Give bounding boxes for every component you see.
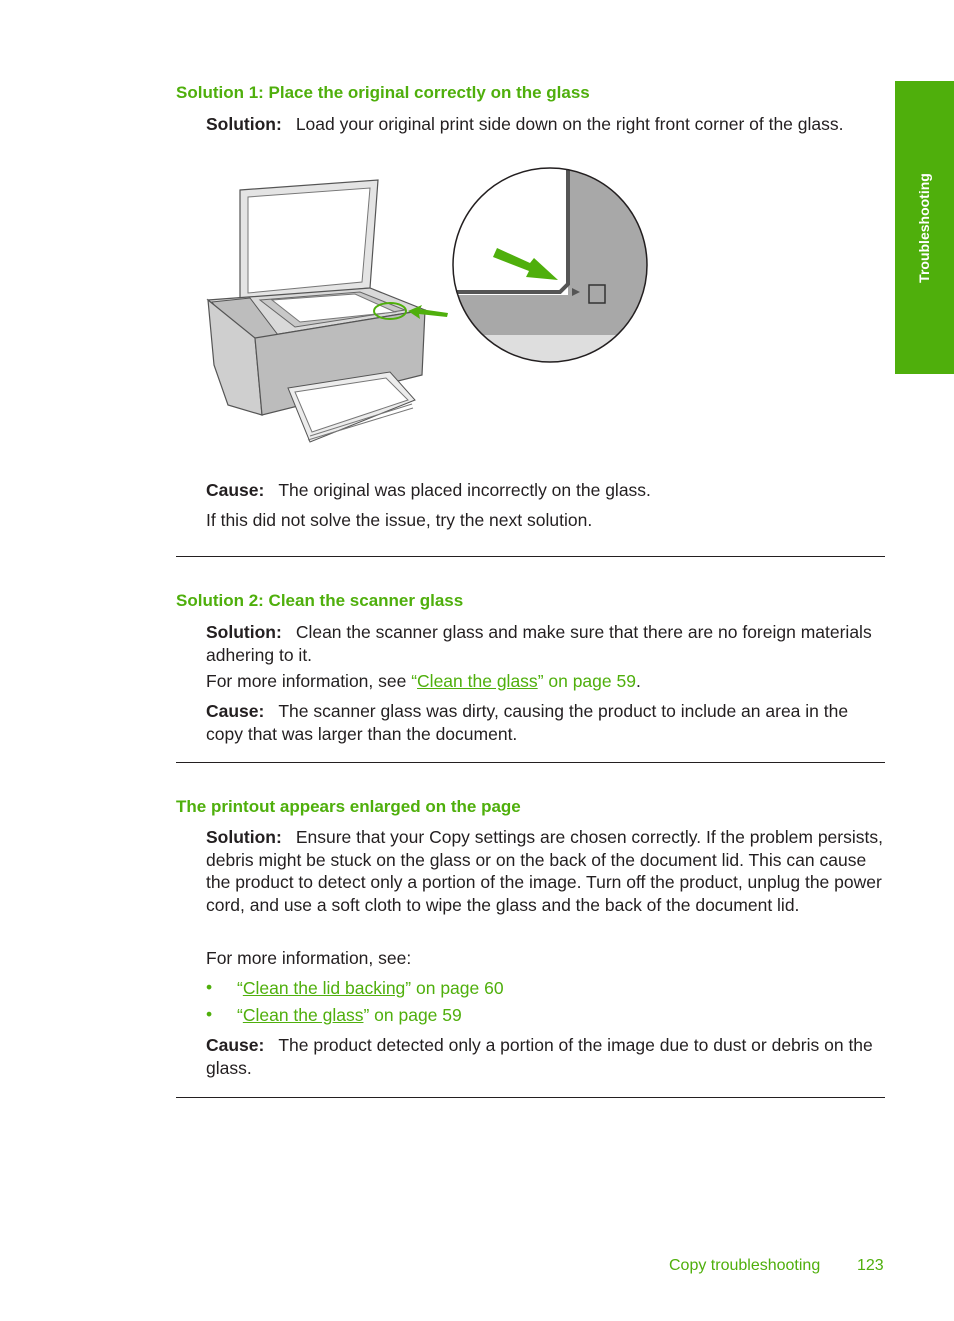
solution-text: Clean the scanner glass and make sure that there are no foreign materials adhering to it.	[206, 622, 872, 665]
cause-label: Cause:	[206, 701, 265, 721]
section1-next: If this did not solve the issue, try the next solution.	[206, 510, 593, 530]
section1-cause	[206, 479, 886, 502]
cause-label: Cause:	[206, 1035, 265, 1055]
section1-heading: Solution 1: Place the original correctly on the glass	[176, 83, 590, 102]
footer-page-number: 123	[857, 1257, 884, 1274]
section3-heading: The printout appears enlarged on the page	[176, 797, 521, 816]
cause-text: The scanner glass was dirty, causing the product to include an area in the copy that was larger than the document.	[206, 701, 849, 744]
section1-solution	[206, 113, 886, 136]
footer-section-name: Copy troubleshooting	[669, 1257, 821, 1274]
bullet-item	[237, 977, 837, 1000]
clean-glass-link[interactable]: “Clean the glass” on page 59	[411, 671, 636, 691]
cause-text: The original was placed incorrectly on the glass.	[278, 480, 651, 500]
solution-label: Solution:	[206, 827, 282, 847]
more-info-end: .	[635, 671, 641, 691]
section3-more-info: For more information, see:	[206, 948, 412, 968]
solution-label: Solution:	[206, 622, 282, 642]
solution-label: Solution:	[206, 114, 282, 134]
section2-solution	[206, 621, 886, 666]
section3-cause	[206, 1034, 886, 1079]
cause-text: The product detected only a portion of the image due to dust or debris on the glass.	[206, 1035, 873, 1078]
divider	[176, 762, 885, 763]
cause-label: Cause:	[206, 480, 265, 500]
bullet-marker: •	[206, 977, 213, 997]
side-tab	[895, 81, 954, 374]
bullet-item	[237, 1004, 837, 1027]
section2-cause	[206, 700, 886, 745]
side-tab-label: Troubleshooting	[916, 173, 932, 283]
clean-lid-backing-link[interactable]: “Clean the lid backing” on page 60	[237, 978, 504, 998]
solution-text: Ensure that your Copy settings are chosen correctly. If the problem persists, debris might be stuck on the glass or on the back of the document lid. This can cause the product to detect only a portion of the image. Turn off the product, unplug the power cord, and use a soft cloth to wipe the glass and the back of the document lid.	[206, 827, 883, 915]
printer-illustration	[200, 160, 660, 450]
divider	[176, 556, 885, 557]
section2-more-info	[206, 670, 886, 693]
more-info-prefix: For more information, see	[206, 671, 412, 691]
divider	[176, 1097, 885, 1098]
section2-heading: Solution 2: Clean the scanner glass	[176, 591, 464, 610]
section3-solution	[206, 826, 886, 916]
clean-glass-link-2[interactable]: “Clean the glass” on page 59	[237, 1005, 462, 1025]
bullet-marker: •	[206, 1004, 213, 1024]
solution-text: Load your original print side down on the right front corner of the glass.	[295, 114, 844, 134]
